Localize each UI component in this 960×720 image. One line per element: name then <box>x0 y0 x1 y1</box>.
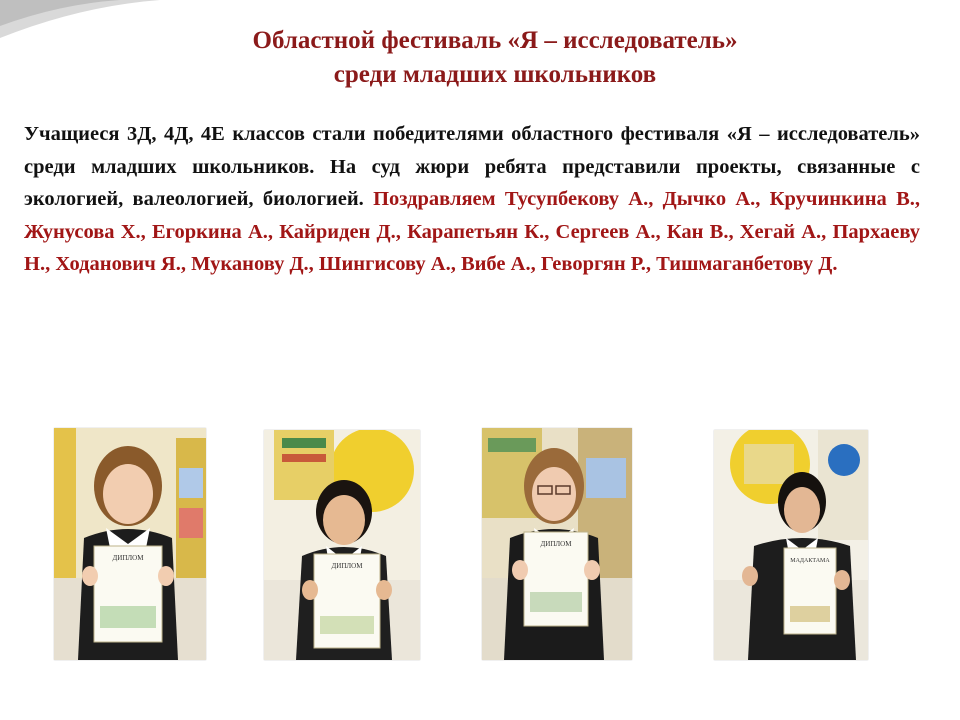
slide-title <box>0 24 960 92</box>
photo-girl-3 <box>482 428 632 660</box>
intro-text: Учащиеся 3Д, 4Д, 4Е классов стали победителями областного фестиваля «Я – исследователь» среди младших школьников. На суд жюри ребята представили проекты, связанные с экологией, валеологией, биологией. <box>24 123 920 210</box>
diploma-label: МАДАКТАМА <box>790 558 830 564</box>
diploma-label: ДИПЛОМ <box>331 562 363 570</box>
photo-girl-1 <box>54 428 206 660</box>
photo-girl-2 <box>264 430 420 660</box>
photo-girl-4 <box>714 430 868 660</box>
diploma-label: ДИПЛОМ <box>112 554 144 562</box>
congratulations-text: Поздравляем Тусупбекову А., Дычко А., Кручинкина В., Жунусова Х., Егоркина А., Кайриден Д., Карапетьян К., Сергеев А., Кан В., Хегай А., Пархаеву Н., Ходанович Я., Муканову Д., Шингисову А., Вибе А., Геворгян Р., Тишмаганбетову Д. <box>24 188 920 275</box>
title-line-1: Областной фестиваль «Я – исследователь» <box>252 27 738 54</box>
title-line-2: среди младших школьников <box>333 61 657 88</box>
announcement-paragraph <box>24 118 920 281</box>
diploma-label: ДИПЛОМ <box>540 540 572 548</box>
